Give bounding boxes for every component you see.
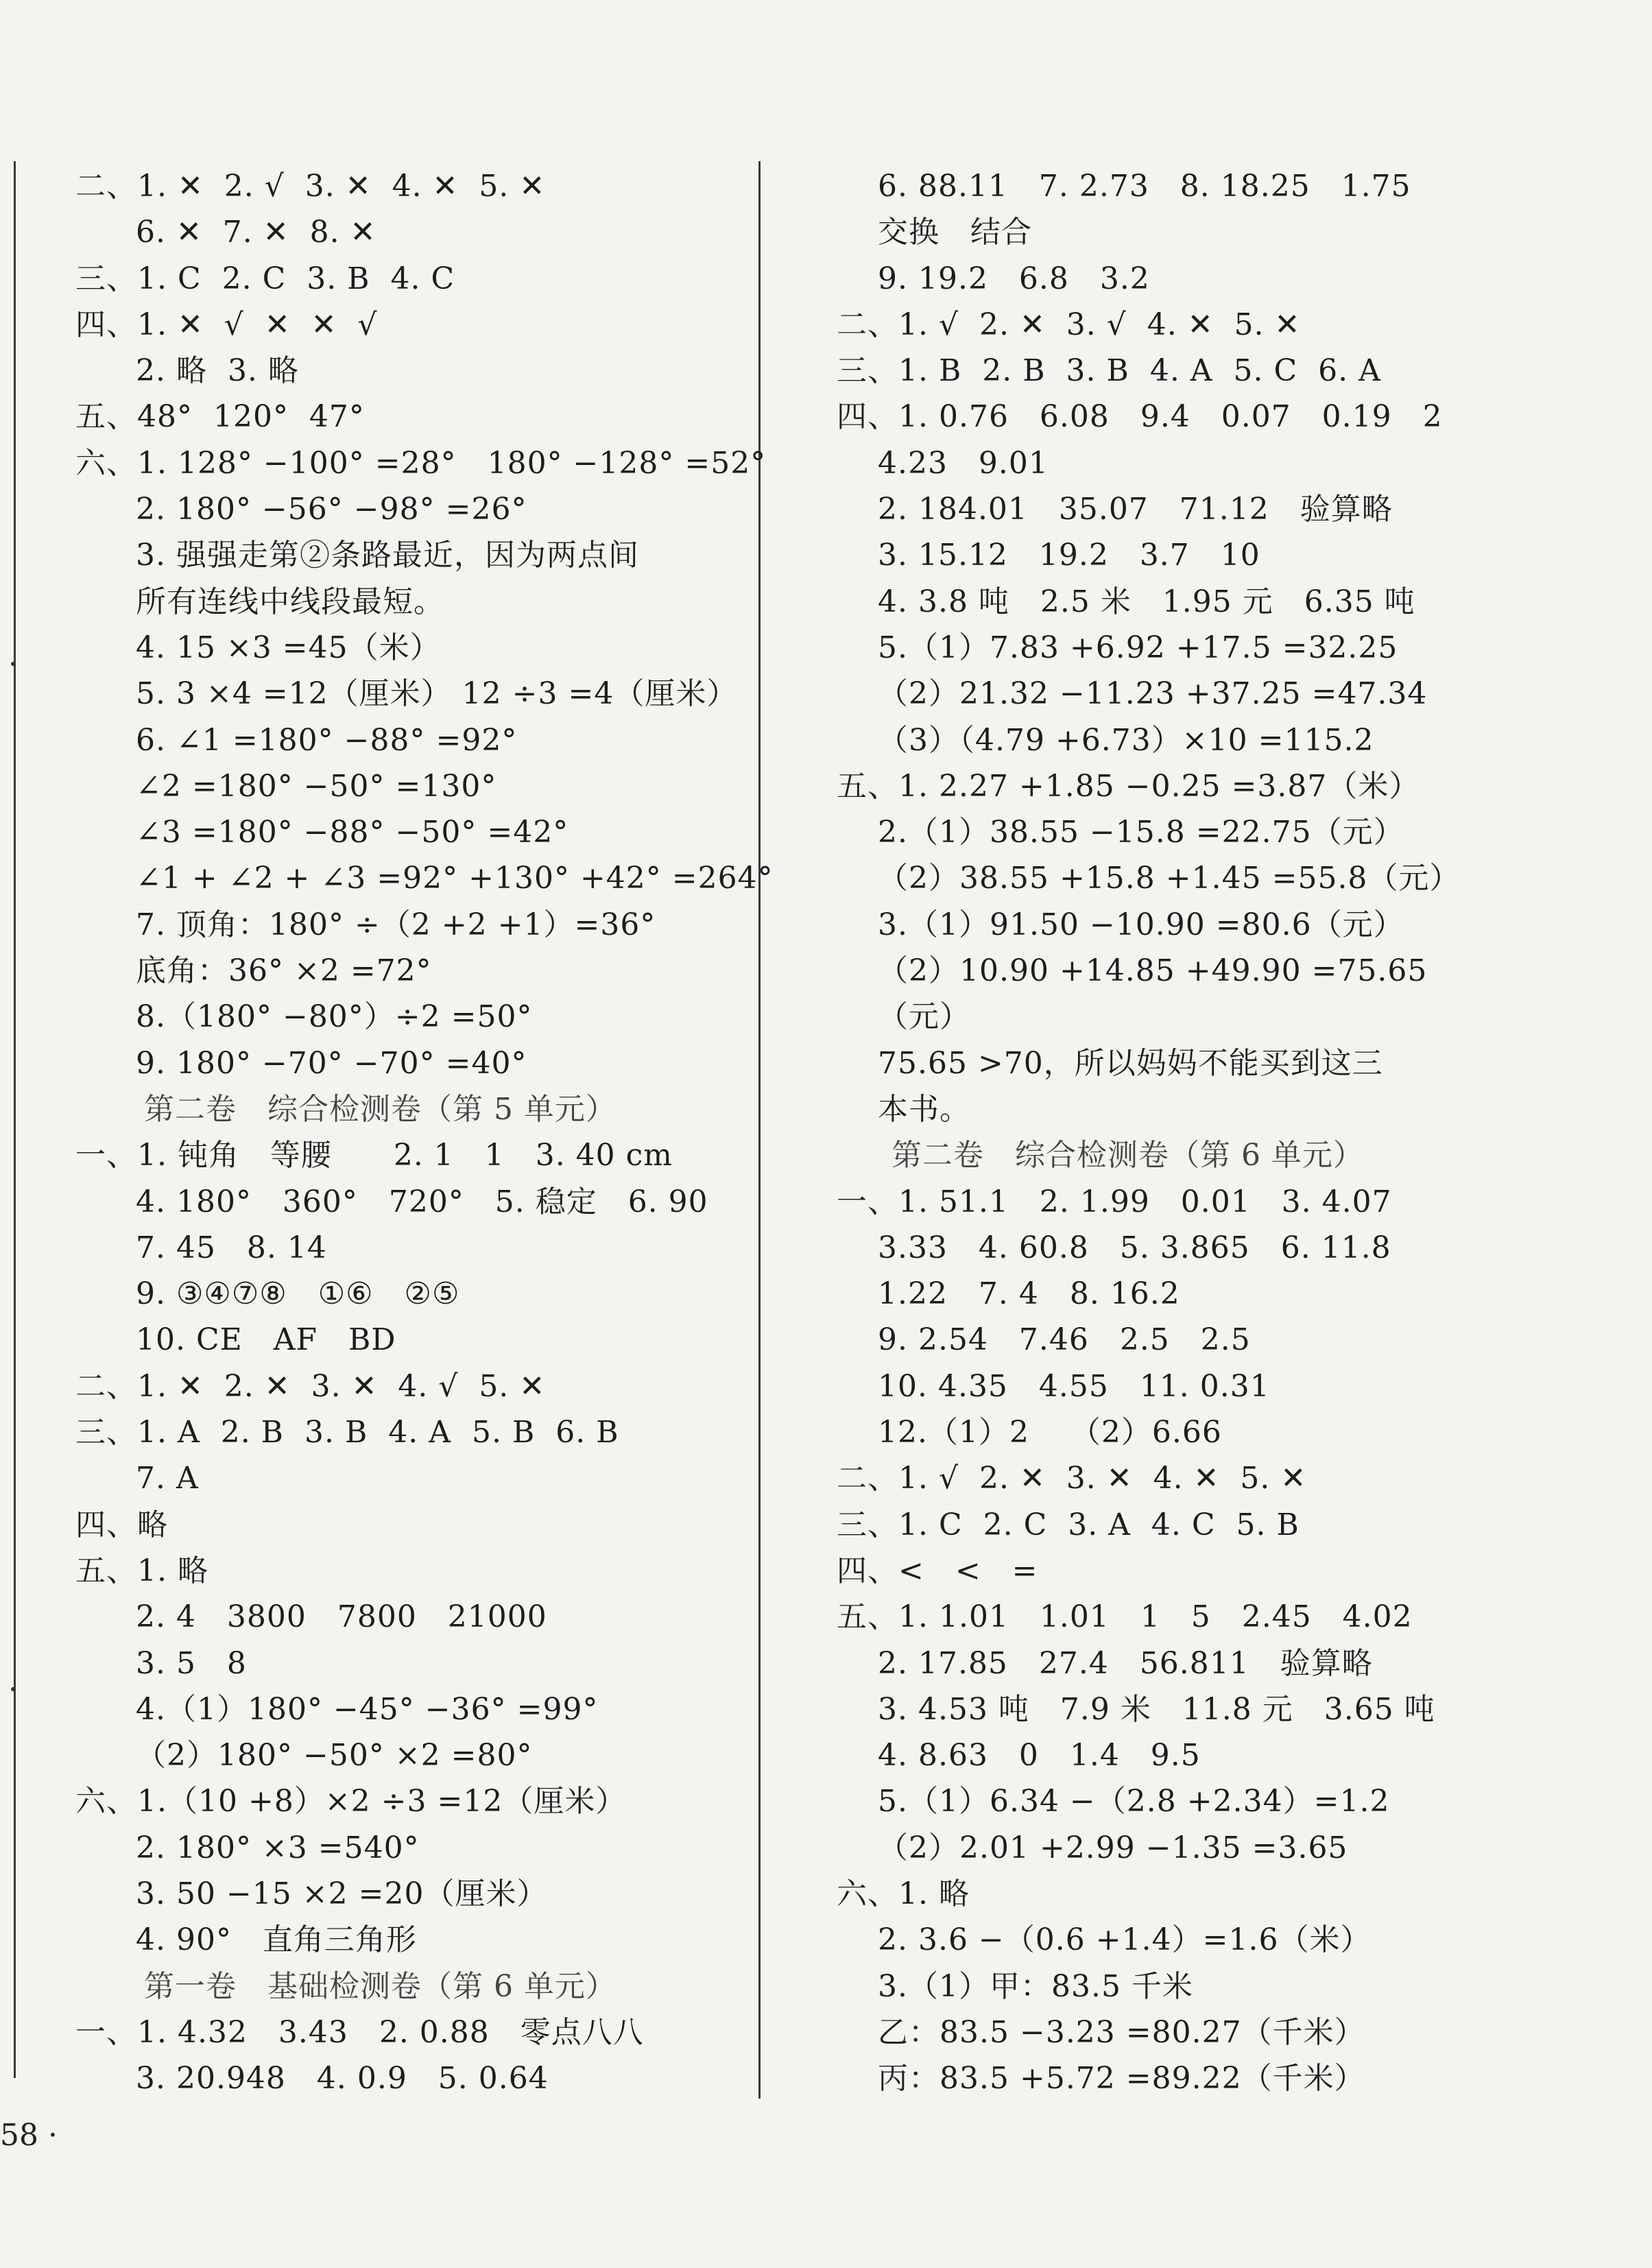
answer-line: （2）21.32 −11.23 +37.25 =47.34 <box>878 676 1428 712</box>
answer-line: 4. 15 ×3 =45（米） <box>136 630 441 665</box>
answer-line: 二、1. √ 2. ✕ 3. √ 4. ✕ 5. ✕ <box>837 307 1301 342</box>
answer-line: 五、1. 1.01 1.01 1 5 2.45 4.02 <box>837 1599 1413 1635</box>
answer-line: 五、48° 120° 47° <box>75 399 365 435</box>
answer-line: 4.23 9.01 <box>878 445 1049 481</box>
right-column <box>837 163 1543 2101</box>
answer-line: 9. 19.2 6.8 3.2 <box>878 261 1150 296</box>
answer-line: 4. 3.8 吨 2.5 米 1.95 元 6.35 吨 <box>878 584 1415 619</box>
answer-line: 五、1. 2.27 +1.85 −0.25 =3.87（米） <box>837 768 1420 804</box>
answer-line: 五、1. 略 <box>75 1553 208 1588</box>
answer-line: 7. A <box>136 1461 199 1496</box>
answer-line: 3. 50 −15 ×2 =20（厘米） <box>136 1876 548 1911</box>
answer-line: 六、1.（10 +8）×2 ÷3 =12（厘米） <box>75 1784 627 1819</box>
answer-line: 4.（1）180° −45° −36° =99° <box>136 1691 599 1727</box>
answer-line: （2）2.01 +2.99 −1.35 =3.65 <box>878 1830 1348 1865</box>
answer-line: 9. 180° −70° −70° =40° <box>136 1045 527 1081</box>
answer-line: 三、1. B 2. B 3. B 4. A 5. C 6. A <box>837 353 1381 389</box>
answer-line: 交换 结合 <box>878 215 1032 250</box>
section-heading: 第二卷 综合检测卷（第 6 单元） <box>891 1138 1364 1173</box>
answer-line: 5.（1）6.34 −（2.8 +2.34）=1.2 <box>878 1784 1390 1819</box>
answer-line: 10. 4.35 4.55 11. 0.31 <box>878 1368 1270 1404</box>
answer-line: （2）10.90 +14.85 +49.90 =75.65 <box>878 953 1428 989</box>
answer-line: 6. ∠1 =180° −88° =92° <box>136 722 518 758</box>
answer-line: 5.（1）7.83 +6.92 +17.5 =32.25 <box>878 630 1398 665</box>
section-heading: 第一卷 基础检测卷（第 6 单元） <box>144 1968 616 2004</box>
answer-line: ∠1 + ∠2 + ∠3 =92° +130° +42° =264° <box>136 861 774 896</box>
answer-line: 一、1. 钝角 等腰 2. 1 1 3. 40 cm <box>75 1138 673 1173</box>
answer-line: 丙：83.5 +5.72 =89.22（千米） <box>878 2061 1365 2097</box>
answer-line: 7. 顶角：180° ÷（2 +2 +1）=36° <box>136 907 656 942</box>
left-margin-rule <box>14 161 16 2078</box>
answer-line: 7. 45 8. 14 <box>136 1230 327 1265</box>
answer-line: 2. 3.6 −（0.6 +1.4）=1.6（米） <box>878 1922 1372 1958</box>
answer-line: 二、1. √ 2. ✕ 3. ✕ 4. ✕ 5. ✕ <box>837 1461 1307 1496</box>
answer-line: （2）38.55 +15.8 +1.45 =55.8（元） <box>878 861 1461 896</box>
answer-line: 3. 5 8 <box>136 1645 247 1681</box>
answer-line: 3. 15.12 19.2 3.7 10 <box>878 538 1260 573</box>
answer-line: ∠2 =180° −50° =130° <box>136 768 497 804</box>
answer-line: 4. 90° 直角三角形 <box>136 1922 417 1958</box>
answer-line: 四、1. ✕ √ ✕ ✕ √ <box>75 307 378 342</box>
answer-line: 二、1. ✕ 2. ✕ 3. ✕ 4. √ 5. ✕ <box>75 1368 546 1404</box>
answer-line: 六、1. 128° −100° =28° 180° −128° =52° <box>75 445 767 481</box>
answer-line: 二、1. ✕ 2. √ 3. ✕ 4. ✕ 5. ✕ <box>75 169 546 204</box>
left-column <box>75 163 782 2101</box>
answer-line: 12.（1）2 （2）6.66 <box>878 1415 1222 1451</box>
answer-line: ∠3 =180° −88° −50° =42° <box>136 815 569 850</box>
page-number: 58 · <box>0 2118 58 2153</box>
margin-dot <box>11 1687 15 1691</box>
answer-line: 所有连线中线段最短。 <box>136 584 444 619</box>
answer-line: 四、1. 0.76 6.08 9.4 0.07 0.19 2 <box>837 399 1443 435</box>
answer-line: 8.（180° −80°）÷2 =50° <box>136 999 533 1035</box>
answer-line: 3.（1）甲：83.5 千米 <box>878 1968 1193 2004</box>
answer-line: 四、略 <box>75 1507 168 1542</box>
answer-line: 四、< < = <box>837 1553 1038 1588</box>
answer-line: 2. 180° −56° −98° =26° <box>136 492 527 527</box>
answer-line: 底角：36° ×2 =72° <box>136 953 432 989</box>
answer-line: 一、1. 4.32 3.43 2. 0.88 零点八八 <box>75 2014 644 2050</box>
answer-line: 一、1. 51.1 2. 1.99 0.01 3. 4.07 <box>837 1184 1392 1219</box>
answer-line: 4. 180° 360° 720° 5. 稳定 6. 90 <box>136 1184 708 1219</box>
answer-line: 6. ✕ 7. ✕ 8. ✕ <box>136 215 376 250</box>
answer-line: 2. 略 3. 略 <box>136 353 299 389</box>
answer-line: 六、1. 略 <box>837 1876 970 1911</box>
answer-line: 3.（1）91.50 −10.90 =80.6（元） <box>878 907 1404 942</box>
answer-line: 2. 17.85 27.4 56.811 验算略 <box>878 1645 1373 1681</box>
answer-line: 2.（1）38.55 −15.8 =22.75（元） <box>878 815 1404 850</box>
answer-line: 9. 2.54 7.46 2.5 2.5 <box>878 1322 1251 1358</box>
answer-line: 2. 184.01 35.07 71.12 验算略 <box>878 492 1393 527</box>
answer-line: 2. 4 3800 7800 21000 <box>136 1599 547 1635</box>
answer-line: 3. 强强走第②条路最近，因为两点间 <box>136 538 639 573</box>
answer-line: 6. 88.11 7. 2.73 8. 18.25 1.75 <box>878 169 1411 204</box>
answer-line: 75.65 >70，所以妈妈不能买到这三 <box>878 1045 1383 1081</box>
answer-line: 三、1. C 2. C 3. A 4. C 5. B <box>837 1507 1300 1542</box>
answer-line: 1.22 7. 4 8. 16.2 <box>878 1276 1180 1312</box>
answer-line: 10. CE AF BD <box>136 1322 396 1358</box>
answer-line: 3. 4.53 吨 7.9 米 11.8 元 3.65 吨 <box>878 1691 1435 1727</box>
answer-line: 2. 180° ×3 =540° <box>136 1830 420 1865</box>
answer-line: 本书。 <box>878 1091 970 1127</box>
answer-line: 5. 3 ×4 =12（厘米） 12 ÷3 =4（厘米） <box>136 676 738 712</box>
answer-line: 三、1. C 2. C 3. B 4. C <box>75 261 455 296</box>
answer-line: 乙：83.5 −3.23 =80.27（千米） <box>878 2014 1365 2050</box>
answer-line: （元） <box>878 999 970 1035</box>
answer-line: 9. ③④⑦⑧ ①⑥ ②⑤ <box>136 1276 460 1312</box>
answer-line: （2）180° −50° ×2 =80° <box>136 1738 533 1774</box>
answer-line: （3）（4.79 +6.73）×10 =115.2 <box>878 722 1374 758</box>
answer-line: 三、1. A 2. B 3. B 4. A 5. B 6. B <box>75 1415 619 1451</box>
answer-line: 4. 8.63 0 1.4 9.5 <box>878 1738 1201 1774</box>
margin-dot <box>11 662 15 666</box>
answer-line: 3. 20.948 4. 0.9 5. 0.64 <box>136 2061 549 2097</box>
section-heading: 第二卷 综合检测卷（第 5 单元） <box>144 1091 616 1127</box>
answer-line: 3.33 4. 60.8 5. 3.865 6. 11.8 <box>878 1230 1391 1265</box>
